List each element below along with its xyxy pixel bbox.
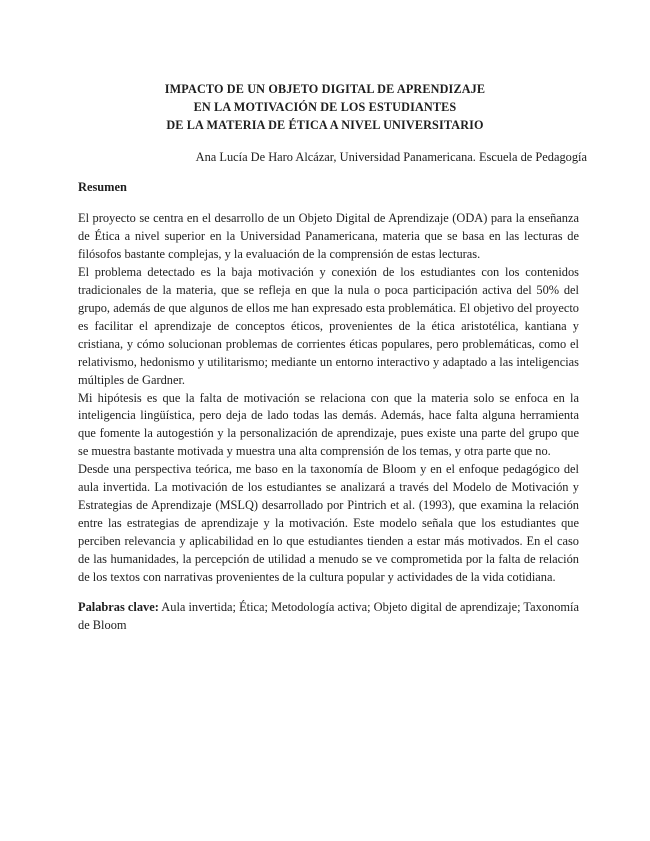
keywords-list: Aula invertida; Ética; Metodología activa; Objeto digital de aprendizaje; Taxonomía de Bloom [78, 600, 579, 632]
title-line-3: DE LA MATERIA DE ÉTICA A NIVEL UNIVERSITARIO [166, 118, 484, 132]
title-line-2: EN LA MOTIVACIÓN DE LOS ESTUDIANTES [193, 100, 457, 114]
keywords-label: Palabras clave: [78, 600, 159, 614]
abstract-paragraph-4: Desde una perspectiva teórica, me baso en la taxonomía de Bloom y en el enfoque pedagógico del aula invertida. La motivación de los estudiantes se analizará a través del Modelo de Motivación y Estrategias de Aprendizaje (MSLQ) desarrollado por Pintrich et al. (1993), que examina la relación entre las estrategias de aprendizaje y la motivación. Este modelo señala que los estudiantes que perciben relevancia y aplicabilidad en lo que estudiantes tienden a estar más motivados. En el caso de las humanidades, la percepción de utilidad a menudo se ve comprometida por la falta de relación de los textos con narrativas provenientes de la cultura popular y actividades de la vida cotidiana. [78, 462, 579, 585]
abstract-heading: Resumen [78, 180, 127, 194]
keywords-section [78, 598, 579, 634]
title-line-1: IMPACTO DE UN OBJETO DIGITAL DE APRENDIZAJE [164, 82, 486, 96]
abstract-body [78, 210, 579, 587]
abstract-paragraph-3: Mi hipótesis es que la falta de motivación se relaciona con que la materia solo se enfoca en la inteligencia lingüística, pero deja de lado todas las demás. Además, hace falta alguna herramienta que fomente la autogestión y la personalización de aprendizaje, pues existe una parte del grupo que se muestra bastante motivada y muestra una alta comprensión de los temas, y otra parte que no. [78, 390, 579, 459]
author-affiliation: Ana Lucía De Haro Alcázar, Universidad Panamericana. Escuela de Pedagogía [195, 150, 587, 164]
abstract-paragraph-1: El proyecto se centra en el desarrollo de un Objeto Digital de Aprendizaje (ODA) para la enseñanza de Ética a nivel superior en la Universidad Panamericana, materia que se basa en las lecturas de filósofos bastante complejas, y la evaluación de la comprensión de estas lecturas. [78, 211, 579, 261]
document-title [0, 80, 650, 134]
abstract-paragraph-2: El problema detectado es la baja motivación y conexión de los estudiantes con los contenidos tradicionales de la materia, que se refleja en que la nula o poca participación activa del 50% del grupo, además de que algunos de ellos me han expresado esta problemática. El objetivo del proyecto es facilitar el aprendizaje de conceptos éticos, provenientes de la ética aristotélica, kantiana y cristiana, y cómo solucionan problemas de corrientes éticas populares, pero problemáticas, como el relativismo, hedonismo y utilitarismo; mediante un entorno interactivo y adaptado a las inteligencias múltiples de Gardner. [78, 264, 579, 387]
